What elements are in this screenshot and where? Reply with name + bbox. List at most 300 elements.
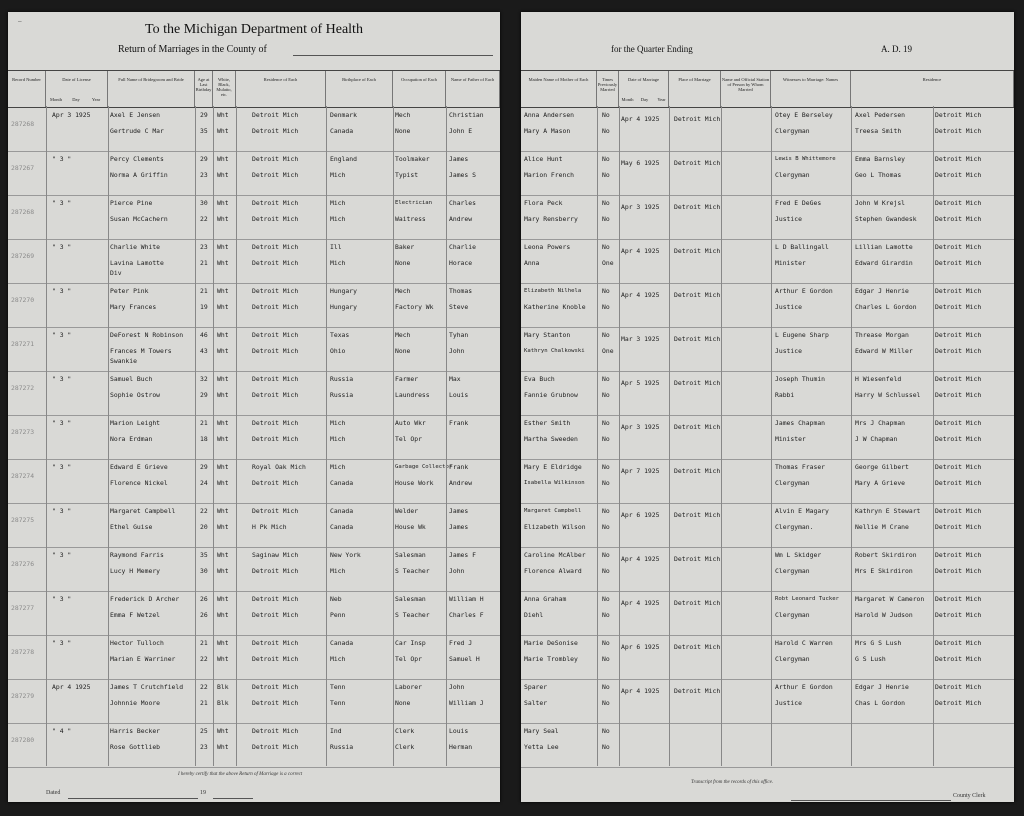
groom-age: 25 [200,727,208,735]
bride-birthplace: Russia [330,391,354,399]
record-number: 287268 [11,208,35,216]
bride-race: Wht [217,215,229,223]
bride-occupation: S Teacher [395,611,430,619]
officiant-name: Robt Leonard Tucker [775,596,839,602]
witness-residence: Detroit Mich [935,551,982,559]
bride-birthplace: Mich [330,259,346,267]
groom-race: Wht [217,727,229,735]
groom-race: Wht [217,243,229,251]
dated-line [68,798,198,799]
groom-times-married: No [602,551,610,559]
groom-name: DeForest N Robinson [110,331,184,339]
right-col-header-2: Date of Marriage [619,71,669,107]
right-column-header [521,70,1014,108]
record-number: 287277 [11,604,35,612]
marriage-date: Apr 4 1925 [621,291,660,299]
official-station: Clergyman [775,127,810,135]
bride-residence: Detroit Mich [252,391,299,399]
bride-residence: Detroit Mich [252,699,299,707]
bride-mother: Yetta Lee [524,743,559,751]
witness-residence: Detroit Mich [935,523,982,531]
official-station: Minister [775,435,806,443]
witness-name: Kathryn E Stewart [855,507,921,515]
bride-age: 43 [200,347,208,355]
groom-age: 30 [200,199,208,207]
witness-residence: Detroit Mich [935,391,982,399]
witness-residence: Detroit Mich [935,683,982,691]
groom-name: Axel E Jensen [110,111,161,119]
groom-mother: Marie DeSonise [524,639,578,647]
groom-residence: Detroit Mich [252,331,299,339]
left-col-header-7: Occupation of Each [393,71,446,107]
groom-name: Marion Leight [110,419,161,427]
witness-name: Mrs J Chapman [855,419,906,427]
witness-name: Harold W Judson [855,611,913,619]
marriage-place: Detroit Mich [674,423,721,431]
groom-father: Charles [449,199,476,207]
dated-label: Dated [46,790,61,796]
marriage-place: Detroit Mich [674,599,721,607]
bride-age: 35 [200,127,208,135]
groom-residence: Detroit Mich [252,243,299,251]
groom-times-married: No [602,507,610,515]
right-col-header-3: Place of Marriage [669,71,721,107]
groom-occupation: Mech [395,331,411,339]
license-date: " 3 " [52,595,72,603]
bride-name: Rose Gottlieb [110,743,161,751]
column-rule [446,106,447,766]
groom-mother: Alice Hunt [524,155,563,163]
groom-mother: Margaret Campbell [524,508,582,514]
groom-age: 29 [200,155,208,163]
groom-race: Blk [217,683,229,691]
bride-race: Wht [217,391,229,399]
witness-residence: Detroit Mich [935,199,982,207]
column-rule [669,106,670,766]
bride-residence: Detroit Mich [252,303,299,311]
witness-name: Edgar J Henrie [855,683,909,691]
witness-residence: Detroit Mich [935,611,982,619]
bride-occupation: None [395,699,411,707]
bride-mother: Marion French [524,171,575,179]
marriage-date: Apr 6 1925 [621,643,660,651]
groom-mother: Anna Graham [524,595,567,603]
groom-name: Harris Becker [110,727,161,735]
bride-note: Swankie [110,357,137,365]
groom-father: Tyhan [449,331,469,339]
bride-birthplace: Tenn [330,699,346,707]
bride-race: Wht [217,523,229,531]
left-column-header [8,70,500,108]
groom-birthplace: Mich [330,463,346,471]
bride-race: Blk [217,699,229,707]
bride-times-married: No [602,611,610,619]
groom-times-married: No [602,419,610,427]
groom-birthplace: Ind [330,727,342,735]
bride-race: Wht [217,303,229,311]
witness-name: Edgar J Henrie [855,287,909,295]
bride-times-married: No [602,699,610,707]
bride-age: 21 [200,259,208,267]
bride-age: 19 [200,303,208,311]
bride-times-married: No [602,303,610,311]
groom-times-married: No [602,595,610,603]
witness-residence: Detroit Mich [935,479,982,487]
bride-mother: Mary Rensberry [524,215,578,223]
bride-birthplace: Mich [330,435,346,443]
marriage-place: Detroit Mich [674,687,721,695]
bride-residence: Detroit Mich [252,743,299,751]
marriage-place: Detroit Mich [674,247,721,255]
bride-name: Lavina Lamotte [110,259,164,267]
groom-age: 35 [200,551,208,559]
groom-residence: Detroit Mich [252,639,299,647]
bride-age: 23 [200,171,208,179]
transcript-text: Transcript from the records of this office. [691,780,774,785]
column-rule [851,106,852,766]
witness-residence: Detroit Mich [935,243,982,251]
official-station: Clergyman [775,655,810,663]
official-station: Rabbi [775,391,795,399]
bride-mother: Isabella Wilkinson [524,480,585,486]
bride-name: Susan McCachern [110,215,168,223]
left-col-header-1: Date of License [46,71,108,107]
groom-name: Edward E Grieve [110,463,168,471]
bride-race: Wht [217,479,229,487]
marriage-place: Detroit Mich [674,159,721,167]
bride-birthplace: Mich [330,567,346,575]
bride-birthplace: Hungary [330,303,357,311]
bride-father: Charles F [449,611,484,619]
groom-age: 22 [200,507,208,515]
groom-mother: Esther Smith [524,419,571,427]
right-col-header-4: Name and Official Station of Person by Whom Married [721,71,771,107]
groom-residence: Detroit Mich [252,419,299,427]
groom-race: Wht [217,419,229,427]
groom-mother: Sparer [524,683,548,691]
right-col-header-5: Witnesses to Marriage: Names [771,71,851,107]
bride-race: Wht [217,435,229,443]
groom-occupation: Welder [395,507,419,515]
right-date-subhead-1: Day [640,97,649,102]
clerk-line [791,800,951,801]
bride-father: Steve [449,303,469,311]
groom-father: William H [449,595,484,603]
witness-residence: Detroit Mich [935,595,982,603]
bride-occupation: Factory Wk [395,303,434,311]
bride-mother: Diehl [524,611,544,619]
record-number: 287280 [11,736,35,744]
official-station: Justice [775,347,802,355]
witness-residence: Detroit Mich [935,303,982,311]
bride-name: Ethel Guise [110,523,153,531]
groom-times-married: No [602,243,610,251]
left-col-header-2: Full Name of Bridegroom and Bride [108,71,195,107]
witness-name: G S Lush [855,655,886,663]
groom-birthplace: Russia [330,375,354,383]
bride-race: Wht [217,743,229,751]
left-col-header-4: White, Black, Mulatto, etc. [213,71,236,107]
right-col-header-6: Residence [851,71,1014,107]
certify-text: I hereby certify that the above Return of Marriage is a correct [178,772,303,777]
groom-name: Margaret Campbell [110,507,176,515]
groom-residence: Saginaw Mich [252,551,299,559]
column-rule [46,106,47,766]
bride-name: Nora Erdman [110,435,153,443]
groom-father: James [449,507,469,515]
bride-times-married: No [602,215,610,223]
license-date: " 3 " [52,199,72,207]
year-line [213,798,253,799]
bride-age: 18 [200,435,208,443]
bride-times-married: No [602,479,610,487]
witness-residence: Detroit Mich [935,287,982,295]
marriage-place: Detroit Mich [674,291,721,299]
witness-name: John W Krejsl [855,199,906,207]
bride-father: Herman [449,743,473,751]
marriage-date: Apr 3 1925 [621,423,660,431]
bride-father: Louis [449,391,469,399]
bride-occupation: Tel Opr [395,435,422,443]
marriage-date: Apr 4 1925 [621,115,660,123]
bride-residence: Detroit Mich [252,171,299,179]
groom-father: Frank [449,463,469,471]
license-date: " 3 " [52,287,72,295]
groom-times-married: No [602,683,610,691]
bride-mother: Salter [524,699,548,707]
page-subtitle: Return of Marriages in the County of [118,44,267,55]
witness-residence: Detroit Mich [935,111,982,119]
right-date-subhead-0: Month [621,97,634,102]
groom-name: Hector Tulloch [110,639,164,647]
record-number: 287274 [11,472,35,480]
witness-name: Nellie M Crane [855,523,909,531]
bride-father: Andrew [449,215,473,223]
bride-residence: Detroit Mich [252,347,299,355]
license-date: " 3 " [52,331,72,339]
groom-occupation: Mech [395,287,411,295]
right-page [521,12,1014,802]
groom-occupation: Salesman [395,595,426,603]
bride-mother: Kathryn Chalkowski [524,348,585,354]
witness-name: George Gilbert [855,463,909,471]
bride-mother: Elizabeth Wilson [524,523,586,531]
license-date: " 3 " [52,463,72,471]
official-station: Justice [775,303,802,311]
groom-occupation: Farmer [395,375,419,383]
marriage-place: Detroit Mich [674,555,721,563]
groom-name: Frederick D Archer [110,595,180,603]
bride-residence: Detroit Mich [252,127,299,135]
witness-name: H Wiesenfeld [855,375,902,383]
groom-race: Wht [217,639,229,647]
officiant-name: Joseph Thumin [775,375,826,383]
bride-occupation: Clerk [395,743,415,751]
official-station: Clergyman [775,479,810,487]
marriage-place: Detroit Mich [674,511,721,519]
bride-name: Norma A Griffin [110,171,168,179]
bride-father: John E [449,127,473,135]
groom-times-married: No [602,727,610,735]
left-col-header-5: Residence of Each [236,71,326,107]
bride-age: 22 [200,215,208,223]
witness-residence: Detroit Mich [935,215,982,223]
bride-age: 24 [200,479,208,487]
groom-name: Pierce Pine [110,199,153,207]
groom-mother: Eva Buch [524,375,555,383]
bride-residence: Detroit Mich [252,655,299,663]
groom-birthplace: Texas [330,331,350,339]
groom-mother: Mary E Eldridge [524,463,582,471]
marriage-date: Apr 6 1925 [621,511,660,519]
bride-mother: Mary A Mason [524,127,571,135]
groom-father: Charlie [449,243,476,251]
groom-occupation: Garbage Collector [395,464,453,470]
groom-times-married: No [602,287,610,295]
bride-race: Wht [217,127,229,135]
bride-occupation: None [395,347,411,355]
left-col-header-8: Name of Father of Each [446,71,500,107]
officiant-name: Fred E DeGes [775,199,822,207]
official-station: Justice [775,699,802,707]
officiant-name: L Eugene Sharp [775,331,829,339]
groom-name: Raymond Farris [110,551,164,559]
form-number: — [18,18,22,25]
left-col-header-6: Birthplace of Each [326,71,393,107]
witness-name: Geo L Thomas [855,171,902,179]
groom-residence: Detroit Mich [252,683,299,691]
groom-mother: Anna Andersen [524,111,575,119]
bride-father: William J [449,699,484,707]
groom-age: 21 [200,287,208,295]
witness-residence: Detroit Mich [935,127,982,135]
witness-name: Mrs E Skirdiron [855,567,913,575]
groom-father: Frank [449,419,469,427]
marriage-place: Detroit Mich [674,643,721,651]
license-date: Apr 3 1925 [52,111,91,119]
groom-occupation: Salesman [395,551,426,559]
bride-mother: Martha Sweeden [524,435,578,443]
bride-age: 29 [200,391,208,399]
groom-age: 26 [200,595,208,603]
groom-residence: Detroit Mich [252,507,299,515]
bride-name: Sophie Ostrow [110,391,161,399]
bride-father: James [449,523,469,531]
marriage-date: Apr 4 1925 [621,247,660,255]
bride-mother: Fannie Grubnow [524,391,578,399]
marriage-date: Apr 5 1925 [621,379,660,387]
groom-age: 21 [200,419,208,427]
bride-times-married: One [602,347,614,355]
groom-name: Charlie White [110,243,161,251]
bride-occupation: Waitress [395,215,426,223]
groom-father: Thomas [449,287,473,295]
marriage-place: Detroit Mich [674,335,721,343]
witness-residence: Detroit Mich [935,347,982,355]
right-col-header-0: Maiden Name of Mother of Each [521,71,597,107]
officiant-name: Arthur E Gordon [775,287,833,295]
right-col-header-1: Times Previously Married [597,71,619,107]
groom-times-married: No [602,199,610,207]
witness-residence: Detroit Mich [935,375,982,383]
groom-times-married: No [602,155,610,163]
record-row-continued [521,723,1014,768]
groom-times-married: No [602,375,610,383]
bride-father: John [449,347,465,355]
bride-father: John [449,567,465,575]
bride-residence: H Pk Mich [252,523,287,531]
groom-father: Max [449,375,461,383]
column-rule [326,106,327,766]
page-title: To the Michigan Department of Health [145,22,363,37]
witness-name: Stephen Gwandesk [855,215,917,223]
bride-father: Andrew [449,479,473,487]
left-page [8,12,500,802]
groom-name: James T Crutchfield [110,683,184,691]
bride-times-married: One [602,259,614,267]
bride-father: Samuel H [449,655,480,663]
witness-name: Edward Girardin [855,259,913,267]
record-number: 287271 [11,340,35,348]
groom-occupation: Clerk [395,727,415,735]
official-station: Clergyman. [775,523,814,531]
record-number: 287267 [11,164,35,172]
groom-father: James F [449,551,476,559]
marriage-date: Apr 4 1925 [621,687,660,695]
groom-race: Wht [217,287,229,295]
column-rule [933,106,934,766]
groom-father: Fred J [449,639,473,647]
record-number: 287270 [11,296,35,304]
groom-father: James [449,155,469,163]
groom-times-married: No [602,463,610,471]
record-number: 287272 [11,384,35,392]
witness-name: Harry W Schlussel [855,391,921,399]
witness-residence: Detroit Mich [935,463,982,471]
groom-occupation: Mech [395,111,411,119]
bride-mother: Florence Alward [524,567,582,575]
bride-residence: Detroit Mich [252,479,299,487]
groom-race: Wht [217,595,229,603]
bride-race: Wht [217,567,229,575]
column-rule [597,106,598,766]
groom-residence: Detroit Mich [252,727,299,735]
bride-occupation: None [395,259,411,267]
groom-race: Wht [217,111,229,119]
bride-name: Mary Frances [110,303,157,311]
column-rule [393,106,394,766]
marriage-place: Detroit Mich [674,203,721,211]
witness-residence: Detroit Mich [935,155,982,163]
groom-race: Wht [217,331,229,339]
witness-name: Robert Skirdiron [855,551,917,559]
groom-times-married: No [602,639,610,647]
county-blank-line [293,55,493,56]
bride-race: Wht [217,655,229,663]
officiant-name: Harold C Warren [775,639,833,647]
witness-residence: Detroit Mich [935,171,982,179]
year-prefix: 19 [200,790,206,796]
column-rule [721,106,722,766]
witness-name: Mary A Grieve [855,479,906,487]
bride-race: Wht [217,347,229,355]
marriage-date: Apr 7 1925 [621,467,660,475]
groom-occupation: Baker [395,243,415,251]
bride-birthplace: Penn [330,611,346,619]
witness-residence: Detroit Mich [935,655,982,663]
groom-birthplace: Neb [330,595,342,603]
groom-birthplace: Mich [330,199,346,207]
